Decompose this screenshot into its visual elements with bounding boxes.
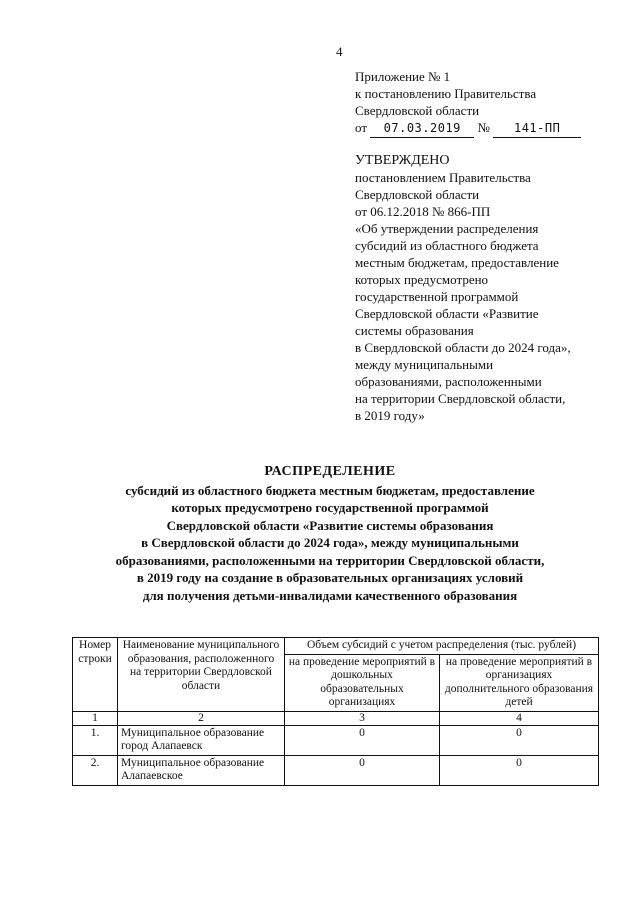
table-row (73, 755, 599, 785)
from-label: от (355, 120, 368, 135)
approved-line: «Об утверждении распределения (355, 221, 539, 236)
number-label: № (477, 120, 490, 135)
distribution-line: субсидий из областного бюджета местным бюджетам, предоставление (125, 482, 535, 498)
additional-value: 0 (440, 755, 599, 785)
distribution-line: которых предусмотрено государственной программой (171, 500, 489, 515)
appendix-line: к постановлению Правительства (355, 86, 537, 101)
approved-line: между муниципальными (355, 357, 494, 372)
additional-value: 0 (440, 725, 599, 755)
approved-line: от 06.12.2018 № 866-ПП (355, 204, 491, 219)
row-number: 2. (73, 755, 118, 785)
preschool-value: 0 (285, 755, 440, 785)
decree-date: 07.03.2019 (370, 120, 474, 138)
approved-block (355, 152, 571, 424)
distribution-line: образованиями, расположенными на территории Свердловской области, (115, 552, 545, 568)
header-additional: на проведение мероприятий в организациях дополнительного образования детей (440, 654, 599, 711)
preschool-value: 0 (285, 725, 440, 755)
approved-line: местным бюджетам, предоставление (355, 255, 559, 270)
table-header-row (73, 638, 599, 655)
approved-line: Свердловской области «Развитие (355, 306, 539, 321)
distribution-line: в 2019 году на создание в образовательных организациях условий (136, 570, 524, 585)
header-municipality: Наименование муниципального образования, расположенного на территории Свердловской области (118, 638, 285, 712)
header-subsidy-volume: Объем субсидий с учетом распределения (тыс. рублей) (285, 638, 599, 655)
approved-line: системы образования (355, 323, 474, 338)
column-number: 3 (285, 711, 440, 725)
distribution-heading (40, 463, 620, 604)
distribution-line: в Свердловской области до 2024 года», между муниципальными (141, 535, 519, 550)
distribution-line: для получения детьми-инвалидами качественного образования (142, 587, 518, 603)
column-number: 2 (118, 711, 285, 725)
header-row-number: Номер строки (73, 638, 118, 712)
column-number: 1 (73, 711, 118, 725)
appendix-line: Приложение № 1 (355, 69, 451, 84)
column-number: 4 (440, 711, 599, 725)
municipality-name: Муниципальное образование город Алапаевск (118, 725, 285, 755)
approved-heading: УТВЕРЖДЕНО (355, 153, 450, 168)
decree-number: 141-ПП (493, 120, 581, 138)
approved-line: в 2019 году» (355, 408, 425, 423)
appendix-block (355, 68, 581, 138)
approved-line: образованиями, расположенными (355, 374, 542, 389)
approved-line: субсидий из областного бюджета (355, 238, 539, 253)
header-preschool: на проведение мероприятий в дошкольных образовательных организациях (285, 654, 440, 711)
column-number-row (73, 711, 599, 725)
approved-line: в Свердловской области до 2024 года», (355, 340, 571, 355)
distribution-line: Свердловской области «Развитие системы образования (166, 517, 494, 533)
subsidy-table (72, 637, 599, 786)
table-row (73, 725, 599, 755)
approved-line: на территории Свердловской области, (355, 391, 566, 406)
distribution-title: РАСПРЕДЕЛЕНИЕ (264, 464, 396, 479)
appendix-line: Свердловской области (355, 103, 480, 118)
approved-line: государственной программой (355, 289, 519, 304)
approved-line: Свердловской области (355, 187, 480, 202)
page-number: 4 (336, 44, 343, 59)
appendix-date-line (355, 119, 581, 138)
approved-line: постановлением Правительства (355, 170, 531, 185)
row-number: 1. (73, 725, 118, 755)
approved-line: которых предусмотрено (355, 272, 489, 287)
municipality-name: Муниципальное образование Алапаевское (118, 755, 285, 785)
